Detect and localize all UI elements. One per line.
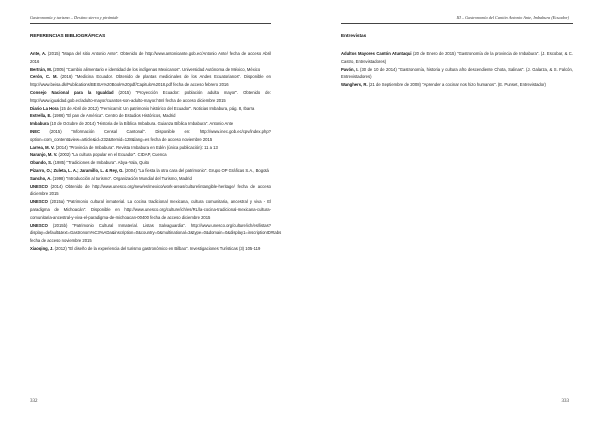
reference-text: (1985) "Tradiciones de Imbabura". Abya-Yala, Quito [52, 160, 150, 166]
reference-entry [30, 151, 271, 159]
reference-entry [30, 105, 271, 113]
reference-text: (2015b) "Patrimonio Cultural Inmaterial. Listas Salvaguardia". http://www.unesco.org/culture/ich/es/listas?display=default&text=Gastronom%C3%ADa&inscription=0&country=0&multinational=3&type=0&domain=0&display1=inscriptionID#tabs fecha de acceso noviembre 2015 [30, 222, 282, 244]
reference-author: Larrea, M. V. [30, 144, 55, 150]
reference-text: (2015a) "Patrimonio cultural inmaterial. La cocina tradicional mexicana, cultura comunitaria, ancestral y viva - El paradigma de Michoacán". Disponible en http://www.unesco.org/culture/ich/es/RL/la-cocina-tradicional-mexicana-cultura-comunitaria-ancestral-y-viva-el-paradigma-de-michoacan-00400 fecha de acceso diciembre 2015 [30, 199, 271, 220]
reference-author: Adultos Mayores Cantón Atuntaqui [341, 51, 412, 56]
reference-entry [341, 50, 573, 66]
reference-author: UNESCO [30, 199, 48, 205]
reference-entry [30, 66, 271, 74]
running-head: III – Gastronomía del Cantón Antonio Ante, Imbabura (Ecuador) [456, 15, 569, 20]
reference-text: (15 de Abril de 2012) "Fernicamit: Un patrimonio histórico del Ecuador". Noticias Imbabura, pág. 8, Ibarra [58, 105, 255, 111]
reference-entry [341, 81, 573, 89]
reference-author: Ante, A. [30, 51, 47, 56]
reference-text: (1998) "Introducción al turismo". Organización Mundial del Turismo, Madrid [51, 175, 192, 181]
reference-author: Naranjo, M. V. [30, 152, 58, 158]
reference-author: Pavón, I. [341, 66, 359, 72]
reference-text: (21 de Septiembre de 2008) "Aprender a cocinar nos hizo humanos". (E. Punset, Entrevistador) [367, 82, 546, 88]
reference-text: (2012) "El diseño de la experiencia del turismo gastronómico en Bilbao". Investigaciones Turísticas (3) 105-119 [53, 245, 261, 251]
reference-entry [30, 175, 271, 183]
reference-entry [30, 183, 271, 199]
page-number: 333 [561, 399, 569, 404]
reference-entry [30, 128, 271, 144]
reference-text: (2015) "Mapa del sitio Antonio Ante". Obtenido de http://www.antonioante.gob.ec/Antonio Ante/ fecha de acceso Abril 2016 [30, 51, 271, 64]
reference-text: (2016) "Medicina Ecuador. Obtenido de plantas medicinales de los Andes Ecuatorianos". Disponible en http://www.beisa.dk/Publications/BEISA%20Book%20pdf/Capitulo%2018.pdf fecha de acceso febrero 2016 [30, 74, 271, 88]
reference-author: Xiaoqing, J. [30, 245, 54, 251]
header-rule [30, 23, 271, 24]
reference-entry [30, 144, 271, 152]
reference-text: (2005) "Cambio alimentario e identidad de los indígenas Mexicanos". Universidad Autónoma de México, México [51, 66, 261, 72]
running-head: Gastronomía y turismo – Destino sierra y pirámide [30, 15, 119, 20]
right-page [300, 0, 600, 424]
reference-author: Consejo Nacional para la Igualdad [30, 89, 114, 95]
reference-entry [30, 159, 271, 167]
reference-author: Bertrán, M. [30, 66, 52, 72]
reference-entry [30, 245, 271, 253]
page-number: 332 [30, 399, 38, 404]
reference-text: (2015) "Información Censal Cantonal". Disponible en: http://www.inec.gob.ec/cpv/index.php?option=com_content&view=article&id=232&Itemid=128&lang=es fecha de acceso noviembre 2015 [30, 128, 271, 142]
reference-text: (10 de Octubre de 2014) "Historia de la Bíblica Imbabura. Guianza Bíblica Imbabura". Antonio Ante [48, 121, 234, 127]
reference-entry [30, 89, 271, 105]
reference-text: (2004) "La fiesta la otra cara del patrimonio". Grupo OP Gráficas S.A., Bogotá [123, 167, 269, 173]
reference-author: Estrella, E. [30, 113, 52, 119]
reference-entry [30, 112, 271, 120]
reference-list [30, 50, 282, 253]
reference-author: Obando, S. [30, 160, 53, 166]
reference-entry [30, 198, 271, 221]
reference-entry [30, 50, 271, 66]
reference-author: INEC [30, 128, 41, 134]
section-title: Entrevistas [341, 33, 367, 38]
reference-entry [30, 73, 271, 89]
interview-list [341, 50, 573, 89]
reference-text: (30 de 10 de 2014) "Gastronomía, historia y cultura afro descendiente Chota, Salinas". (J. Galarza, & S. Falcón, Entrevistadores) [341, 66, 573, 80]
section-title: REFERENCIAS BIBLIOGRÁFICAS [30, 33, 106, 38]
reference-author: UNESCO [30, 183, 48, 189]
reference-author: Pizarro, O.; Zuleta, L. A.; Jaramillo, L. & Rey, G. [30, 167, 124, 173]
reference-author: Cerón, C. M. [30, 74, 58, 80]
reference-entry [30, 222, 282, 245]
reference-entry [30, 120, 271, 128]
reference-text: (2014) "Provincia de Imbabura". Revista Imbabura en Edén (única publicación): 11 a 13 [54, 144, 218, 150]
reference-author: UNESCO [30, 222, 48, 228]
reference-author: Sancho, A. [30, 175, 52, 181]
reference-entry [30, 167, 271, 175]
reference-text: (20 de Enero de 2015) "Gastronomía de la provincia de Imbabura". (J. Escobar, & C. Castro, Entrevistadores) [341, 51, 573, 64]
reference-text: (2014) Obtenido de http://www.unesco.org/new/es/mexico/work-areas/culture/intangible-heritage/ fecha de acceso diciembre 2015 [30, 183, 271, 197]
reference-author: Imbabura [30, 121, 49, 127]
reference-entry [341, 66, 573, 82]
reference-author: Wanghers, R. [341, 82, 368, 88]
reference-text: (1986) "El pan de América". Centro de Estudios Históricos, Madrid [51, 113, 176, 119]
reference-text: (2002) "La cultura popular en el Ecuador". CIDAP, Cuenca [57, 152, 167, 158]
reference-author: Diario La Hora [30, 105, 59, 111]
reference-text: (2015) "Proyección Ecuador: población adulta mayor". Obtenido de: http://www.igualdad.gob.ec/adulto-mayor/cuantos-son-adulto-mayor.html fecha de acceso diciembre 2015 [30, 89, 271, 103]
header-rule [341, 23, 573, 24]
